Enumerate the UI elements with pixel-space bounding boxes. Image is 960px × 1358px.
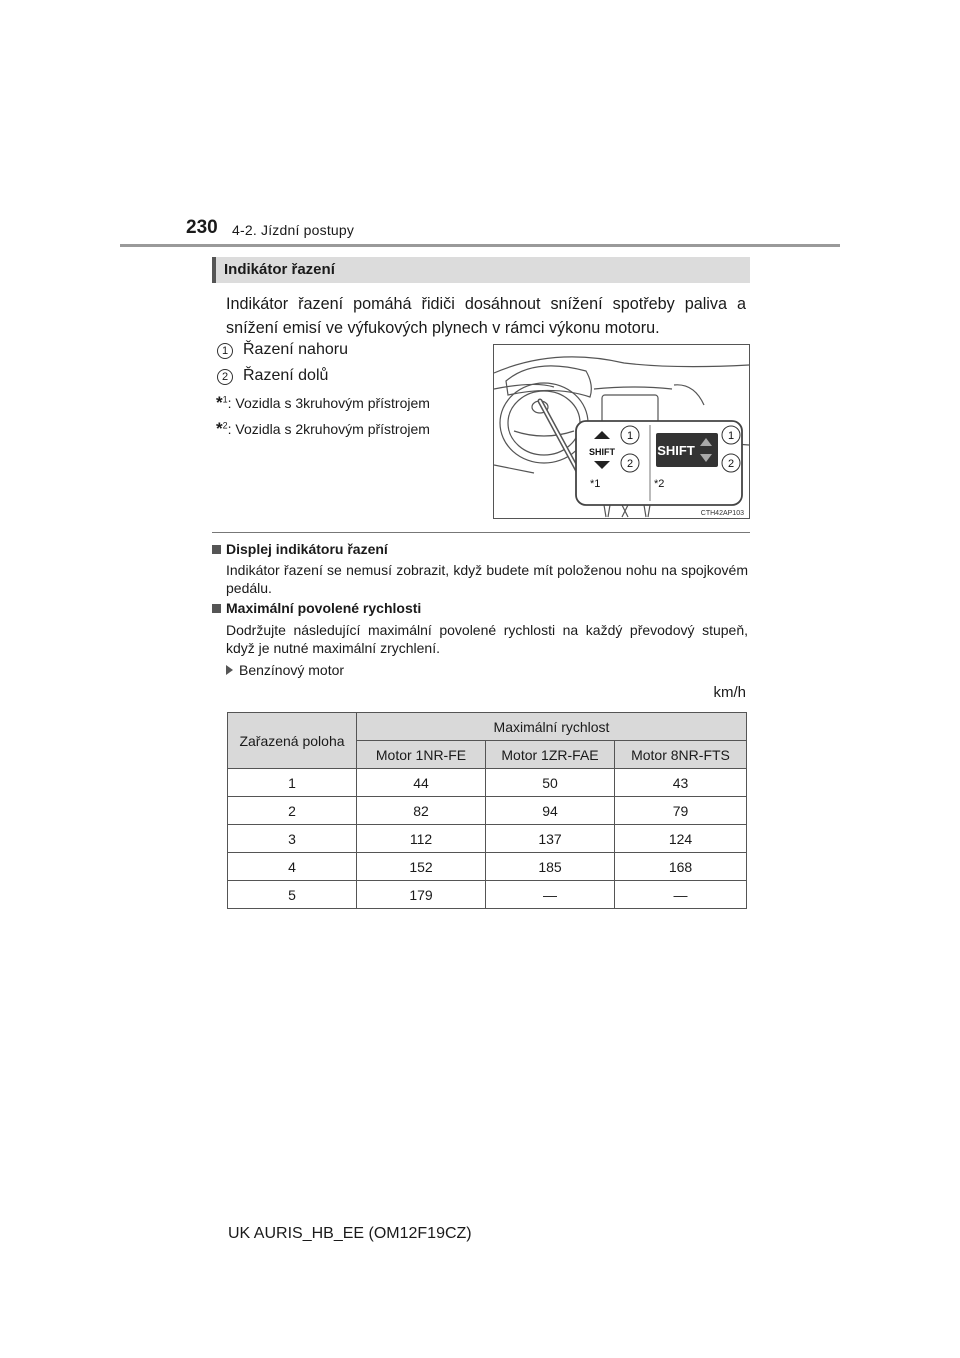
shift-label-small: SHIFT	[589, 447, 615, 457]
table-row	[228, 853, 747, 881]
col-group-max-speed: Maximální rychlost	[357, 713, 747, 741]
table-cell: —	[486, 881, 615, 909]
table-cell: 50	[486, 769, 615, 797]
table-cell: 3	[228, 825, 357, 853]
table-cell: 2	[228, 797, 357, 825]
table-cell: 44	[357, 769, 486, 797]
triangle-bullet-icon	[226, 665, 233, 675]
item-number-2: 2	[217, 369, 233, 385]
heading-accent	[212, 257, 216, 283]
table-row	[228, 881, 747, 909]
header-rule	[120, 244, 840, 247]
table-cell: —	[615, 881, 747, 909]
section-title: 4-2. Jízdní postupy	[232, 222, 355, 238]
item-label-upshift: Řazení nahoru	[243, 341, 348, 358]
callout-num-1-right: 1	[727, 430, 735, 442]
col-header-engine: Motor 1ZR-FAE	[486, 741, 615, 769]
intro-paragraph: Indikátor řazení pomáhá řidiči dosáhnout snížení spotřeby paliva a snížení emisí ve výfukových plynech v rámci výkonu motoru.	[226, 295, 746, 337]
callout-num-1-left: 1	[626, 430, 634, 442]
callout-star-1: *1	[590, 478, 601, 490]
table-cell: 168	[615, 853, 747, 881]
section-heading: Indikátor řazení	[224, 261, 335, 278]
dashboard-drawing	[494, 345, 749, 518]
note-body-max-speeds: Dodržujte následující maximální povolené rychlosti na každý převodový stupeň, když je nutné maximální zrychlení.	[226, 622, 748, 656]
table-cell: 112	[357, 825, 486, 853]
illustration-code: CTH42AP103	[700, 510, 744, 517]
table-row	[228, 825, 747, 853]
table-cell: 1	[228, 769, 357, 797]
table-cell: 179	[357, 881, 486, 909]
callout-num-2-left: 2	[626, 458, 634, 470]
section-heading-bar	[212, 257, 750, 283]
max-speed-table	[227, 712, 747, 909]
table-cell: 4	[228, 853, 357, 881]
speed-unit: km/h	[713, 684, 746, 701]
table-cell: 43	[615, 769, 747, 797]
shift-indicator-illustration	[493, 344, 750, 519]
footnote-1: *$^1$: Vozidla s 3kruhovým přístrojem	[216, 393, 430, 412]
item-number-1: 1	[217, 343, 233, 359]
table-cell: 137	[486, 825, 615, 853]
separator-rule	[212, 532, 750, 533]
page-number: 230	[186, 217, 218, 238]
item-label-downshift: Řazení dolů	[243, 367, 329, 384]
table-cell: 152	[357, 853, 486, 881]
footnote-2: *$^2$: Vozidla s 2kruhovým přístrojem	[216, 419, 430, 438]
callout-num-2-right: 2	[727, 458, 735, 470]
table-cell: 185	[486, 853, 615, 881]
note-heading-display: Displej indikátoru řazení	[212, 541, 388, 557]
table-cell: 94	[486, 797, 615, 825]
document-footer: UK AURIS_HB_EE (OM12F19CZ)	[228, 1225, 472, 1242]
table-row	[228, 797, 747, 825]
shift-label-large: SHIFT	[657, 443, 695, 458]
table-cell: 5	[228, 881, 357, 909]
note-body-display: Indikátor řazení se nemusí zobrazit, když budete mít položenou nohu na spojkovém pedálu.	[226, 562, 748, 596]
table-cell: 82	[357, 797, 486, 825]
table-cell: 79	[615, 797, 747, 825]
table-row	[228, 769, 747, 797]
col-header-gear: Zařazená poloha	[228, 713, 357, 769]
note-heading-max-speeds: Maximální povolené rychlosti	[212, 600, 421, 616]
col-header-engine: Motor 1NR-FE	[357, 741, 486, 769]
bullet-square-icon	[212, 604, 221, 613]
subitem-petrol-engine: Benzínový motor	[226, 662, 344, 678]
callout-star-2: *2	[654, 478, 665, 490]
table-cell: 124	[615, 825, 747, 853]
col-header-engine: Motor 8NR-FTS	[615, 741, 747, 769]
bullet-square-icon	[212, 545, 221, 554]
